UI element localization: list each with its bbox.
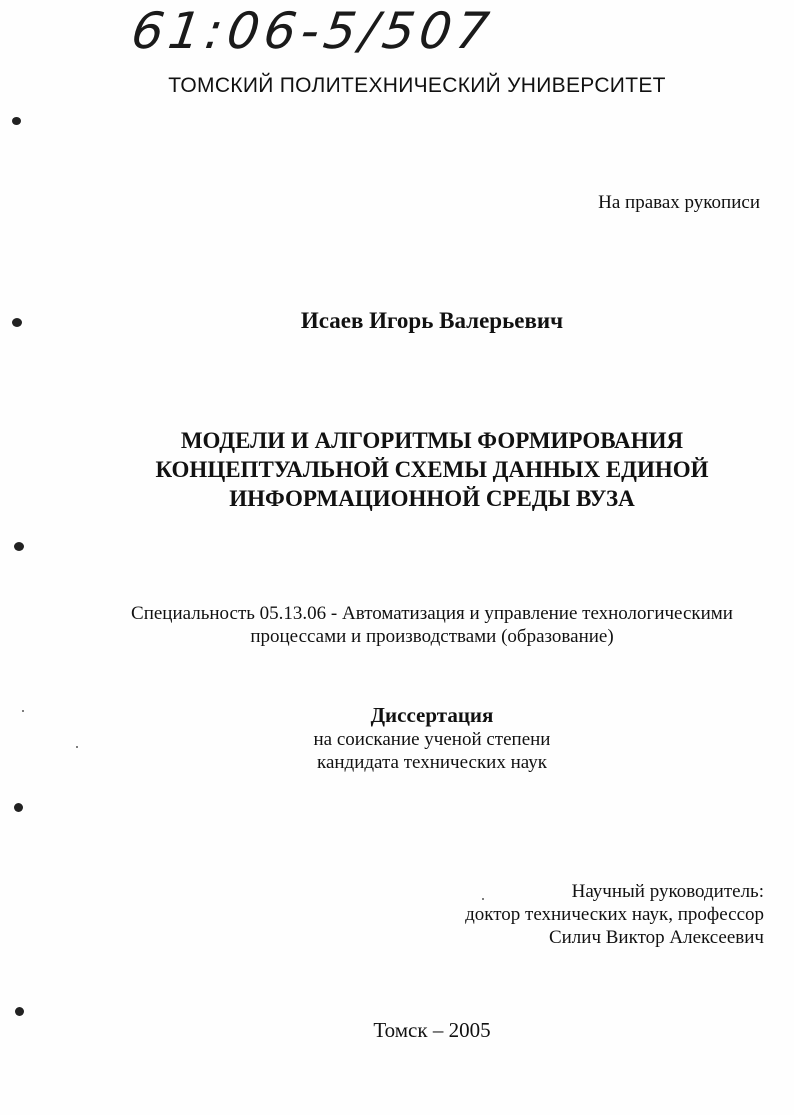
degree-line: кандидата технических наук	[317, 752, 547, 773]
degree-block	[70, 702, 794, 774]
scan-speck	[482, 898, 484, 900]
title-line: МОДЕЛИ И АЛГОРИТМЫ ФОРМИРОВАНИЯ	[180, 428, 684, 453]
dissertation-title	[70, 426, 794, 513]
scan-speck	[22, 710, 24, 712]
scan-binding-mark	[12, 318, 22, 327]
supervisor-name: Силич Виктор Алексеевич	[548, 927, 764, 948]
title-line: ИНФОРМАЦИОННОЙ СРЕДЫ ВУЗА	[229, 486, 635, 511]
author-name: Исаев Игорь Валерьевич	[300, 308, 564, 333]
supervisor-block	[465, 880, 764, 949]
title-line: КОНЦЕПТУАЛЬНОЙ СХЕМЫ ДАННЫХ ЕДИНОЙ	[155, 457, 709, 482]
scan-binding-mark	[14, 803, 23, 812]
scan-binding-mark	[14, 542, 24, 551]
scan-speck	[76, 746, 78, 748]
degree-line: на соискание ученой степени	[313, 729, 551, 750]
scan-binding-mark	[15, 1007, 24, 1016]
rights-note: На правах рукописи	[598, 192, 760, 213]
specialty-line: Специальность 05.13.06 - Автоматизация и управление технологическими	[131, 603, 733, 624]
scan-binding-mark	[12, 117, 21, 125]
handwritten-catalog-number: 61:06-5/507	[127, 2, 498, 60]
city-year: Томск – 2005	[373, 1018, 491, 1042]
dissertation-label: Диссертация	[370, 703, 494, 727]
supervisor-heading: Научный руководитель:	[571, 881, 764, 902]
specialty-line: процессами и производствами (образование)	[250, 626, 614, 647]
supervisor-degree: доктор технических наук, профессор	[465, 904, 764, 925]
university-name: ТОМСКИЙ ПОЛИТЕХНИЧЕСКИЙ УНИВЕРСИТЕТ	[168, 74, 666, 97]
specialty-block	[70, 602, 794, 648]
